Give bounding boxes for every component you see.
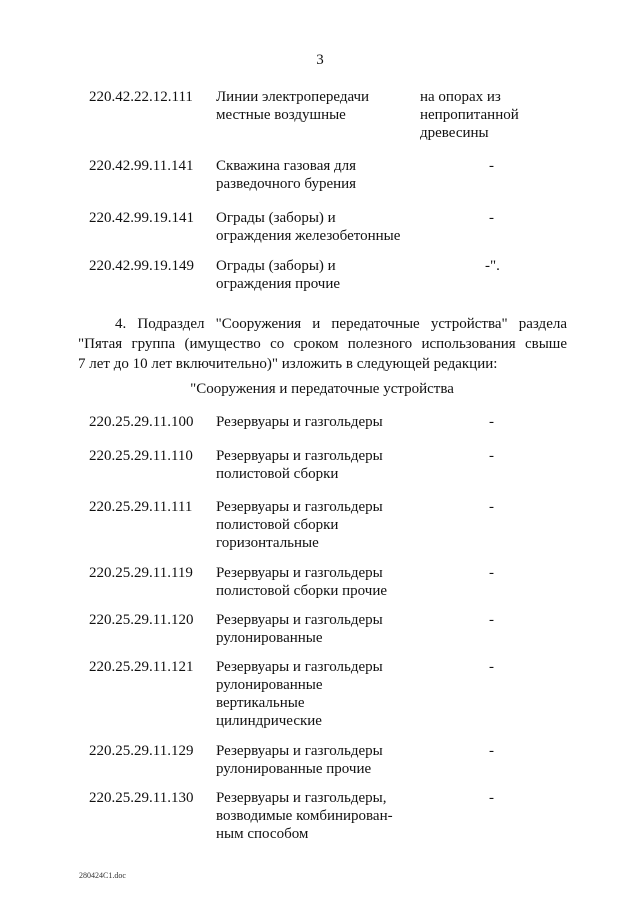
- classifier-code: 220.25.29.11.111: [89, 499, 193, 515]
- asset-note: -: [489, 158, 494, 174]
- classifier-code: 220.25.29.11.100: [89, 414, 194, 430]
- asset-name: Скважина газовая для разведочного бурения: [216, 158, 357, 192]
- classifier-code: 220.25.29.11.129: [89, 743, 194, 759]
- asset-name: Линии электропередачи местные воздушные: [216, 89, 370, 123]
- classifier-code: 220.25.29.11.120: [89, 612, 194, 628]
- document-file-reference: 280424C1.doc: [79, 871, 126, 880]
- asset-note: -: [489, 659, 494, 675]
- classifier-code: 220.42.99.11.141: [89, 158, 194, 174]
- section-heading: "Сооружения и передаточные устройства: [190, 381, 454, 397]
- asset-note: -: [489, 790, 494, 806]
- asset-name: Резервуары и газгольдеры: [216, 414, 383, 430]
- classifier-code: 220.25.29.11.121: [89, 659, 194, 675]
- classifier-code: 220.25.29.11.110: [89, 448, 193, 464]
- classifier-code: 220.25.29.11.119: [89, 565, 193, 581]
- amendment-paragraph: [78, 314, 567, 374]
- asset-name: Ограды (заборы) и ограждения железобетонные: [216, 210, 401, 244]
- asset-name: Резервуары и газгольдеры рулонированные прочие: [216, 743, 383, 777]
- asset-name: Резервуары и газгольдеры полистовой сборки горизонтальные: [216, 499, 383, 551]
- asset-note: на опорах из непропитанной древесины: [420, 89, 519, 141]
- asset-name: Резервуары и газгольдеры рулонированные: [216, 612, 383, 646]
- asset-note: -: [489, 565, 494, 581]
- classifier-code: 220.25.29.11.130: [89, 790, 194, 806]
- asset-note: -: [489, 448, 494, 464]
- classifier-code: 220.42.99.19.141: [89, 210, 194, 226]
- page-number: 3: [316, 52, 324, 68]
- paragraph-line: "Пятая группа (имущество со сроком полезного использования свыше: [78, 336, 567, 352]
- asset-note: -".: [485, 258, 500, 274]
- classifier-code: 220.42.22.12.111: [89, 89, 193, 105]
- asset-name: Резервуары и газгольдеры полистовой сборки: [216, 448, 383, 482]
- paragraph-line: 4. Подраздел "Сооружения и передаточные устройства" раздела: [115, 316, 567, 332]
- asset-name: Ограды (заборы) и ограждения прочие: [216, 258, 341, 292]
- asset-note: -: [489, 499, 494, 515]
- paragraph-line: 7 лет до 10 лет включительно)" изложить в следующей редакции:: [78, 356, 498, 372]
- asset-note: -: [489, 612, 494, 628]
- asset-note: -: [489, 743, 494, 759]
- asset-note: -: [489, 210, 494, 226]
- classifier-code: 220.42.99.19.149: [89, 258, 194, 274]
- asset-name: Резервуары и газгольдеры, возводимые комбинирован- ным способом: [216, 790, 393, 842]
- asset-note: -: [489, 414, 494, 430]
- asset-name: Резервуары и газгольдеры рулонированные вертикальные цилиндрические: [216, 659, 383, 729]
- asset-name: Резервуары и газгольдеры полистовой сборки прочие: [216, 565, 388, 599]
